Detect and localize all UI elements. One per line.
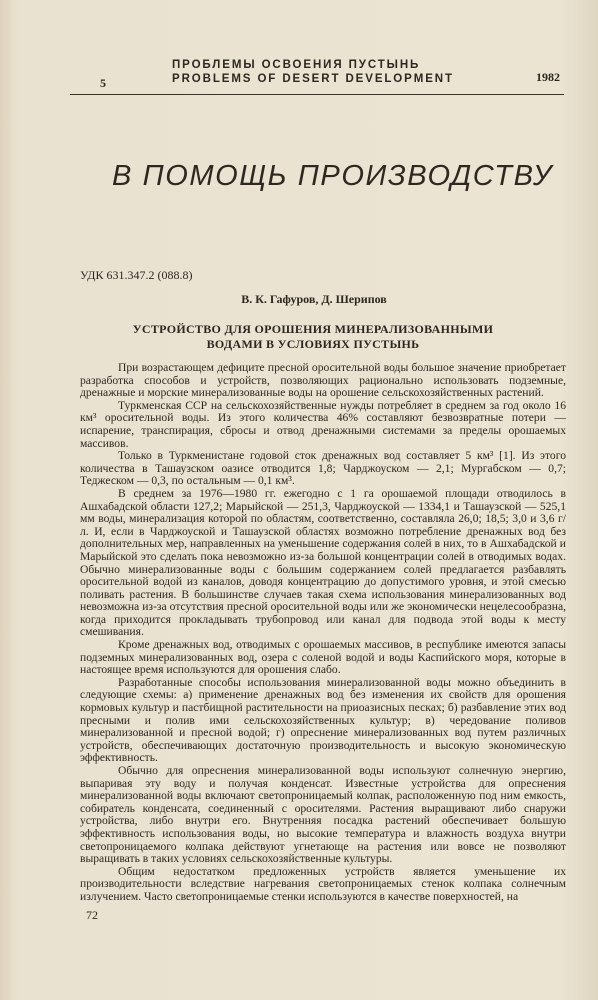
- article-title-line-1: УСТРОЙСТВО ДЛЯ ОРОШЕНИЯ МИНЕРАЛИЗОВАННЫМИ: [132, 322, 494, 336]
- header-rule: [70, 94, 564, 95]
- section-title: В ПОМОЩЬ ПРОИЗВОДСТВУ: [112, 160, 554, 192]
- udk-code: УДК 631.347.2 (088.8): [80, 268, 193, 282]
- paragraph: Кроме дренажных вод, отводимых с орошаемых массивов, в республике имеются запасы подземных минерализованных вод, озера с соленой водой и воды Каспийского моря, которые в настоящее время используются для орошения слабо.: [80, 638, 566, 677]
- journal-titles: [172, 58, 454, 86]
- page-number: 72: [86, 908, 98, 922]
- paragraph: Только в Туркменистане годовой сток дренажных вод составляет 5 км³ [1]. Из этого количества в Ташаузском оазисе отводится 1,8; Чарджоуском — 2,1; Мургабском — 0,7; Теджеском — 0,3, по остальным — 0,1 км³.: [80, 449, 566, 488]
- paragraph: Обычно для опреснения минерализованной воды используют солнечную энергию, выпаривая эту воду и получая конденсат. Известные устройства для опреснения минерализованной воды включают светопроницаемый колпак, расположенную под ним емкость, собиратель конденсата, соединенный с оросителями. Растения выращивают либо снаружи устройства, либо внутри его. Внутренняя посадка растений обеспечивает большую эффективность использования воды, но высокие температура и влажность воздуха внутри светопроницаемого колпака действуют угнетающе на растения или вовсе не позволяют выращивать в таких условиях сельскохозяйственные культуры.: [80, 764, 566, 866]
- paragraph: Общим недостатком предложенных устройств является уменьшение их производительности вследствие нагревания светопроницаемых стенок колпака солнечным излучением. Часто светопроницаемые стенки используются в качестве поверхностей, на: [80, 864, 566, 903]
- article-title: [0, 322, 598, 352]
- issue-number: 5: [100, 76, 106, 90]
- article-body: [80, 362, 566, 904]
- journal-title-en: PROBLEMS OF DESERT DEVELOPMENT: [172, 73, 454, 85]
- paragraph: Туркменская ССР на сельскохозяйственные нужды потребляет в среднем за год около 16 км³ оросительной воды. Из этого количества 46% составляют безвозвратные потери — испарение, транспирация, сбросы и отвод дренажными системами за пределы орошаемых массивов.: [80, 398, 566, 450]
- article-authors: В. К. Гафуров, Д. Шерипов: [241, 292, 387, 306]
- article-title-line-2: ВОДАМИ В УСЛОВИЯХ ПУСТЫНЬ: [206, 337, 420, 351]
- paragraph: Разработанные способы использования минерализованной воды можно объединить в следующие схемы: а) применение дренажных вод без изменения их свойств для орошения кормовых культур и пастбищной растительности на приоазисных песках; б) разбавление этих вод пресными и полив ими сельскохозяйственных культур; в) чередование поливов минерализованной и пресной водой; г) опреснение минерализованных вод путем различных устройств, обеспечивающих достаточную производительность и высокую экономическую эффективность.: [80, 675, 566, 765]
- paragraph: При возрастающем дефиците пресной оросительной воды большое значение приобретает разработка способов и устройств, позволяющих рационально использовать подземные, дренажные и морские минерализованные воды на орошение сельскохозяйственных растений.: [80, 361, 566, 400]
- issue-year: 1982: [536, 70, 560, 84]
- paragraph: В среднем за 1976—1980 гг. ежегодно с 1 га орошаемой площади отводилось в Ашхабадской области 127,2; Марыйской — 251,3, Чарджоуской — 1334,1 и Ташаузской — 525,1 мм воды, минерализация которой по областям, соответственно, составляла 26,0; 18,5; 3,0 и 3,6 г/л. И, если в Чарджоуской и Ташаузской областях возможно потребление дренажных вод без дополнительных мер, направленных на уменьшение содержания солей в них, то в Ашхабадской и Марыйской это сделать пока невозможно из-за большой концентрации солей в отводимых водах. Обычно минерализованные воды с большим содержанием солей предлагается разбавлять оросительной водой из каналов, доводя концентрацию до допустимого уровня, и этой смесью поливать растения. В большинстве случаев такая схема использования минерализованных вод невозможна из-за отсутствия пресной оросительной воды или же экономически нецелесообразна, когда приходится прокладывать трубопровод или канал для подвода этой воды к месту смешивания.: [80, 486, 566, 639]
- journal-header: [70, 56, 564, 90]
- journal-title-ru: ПРОБЛЕМЫ ОСВОЕНИЯ ПУСТЫНЬ: [172, 59, 421, 71]
